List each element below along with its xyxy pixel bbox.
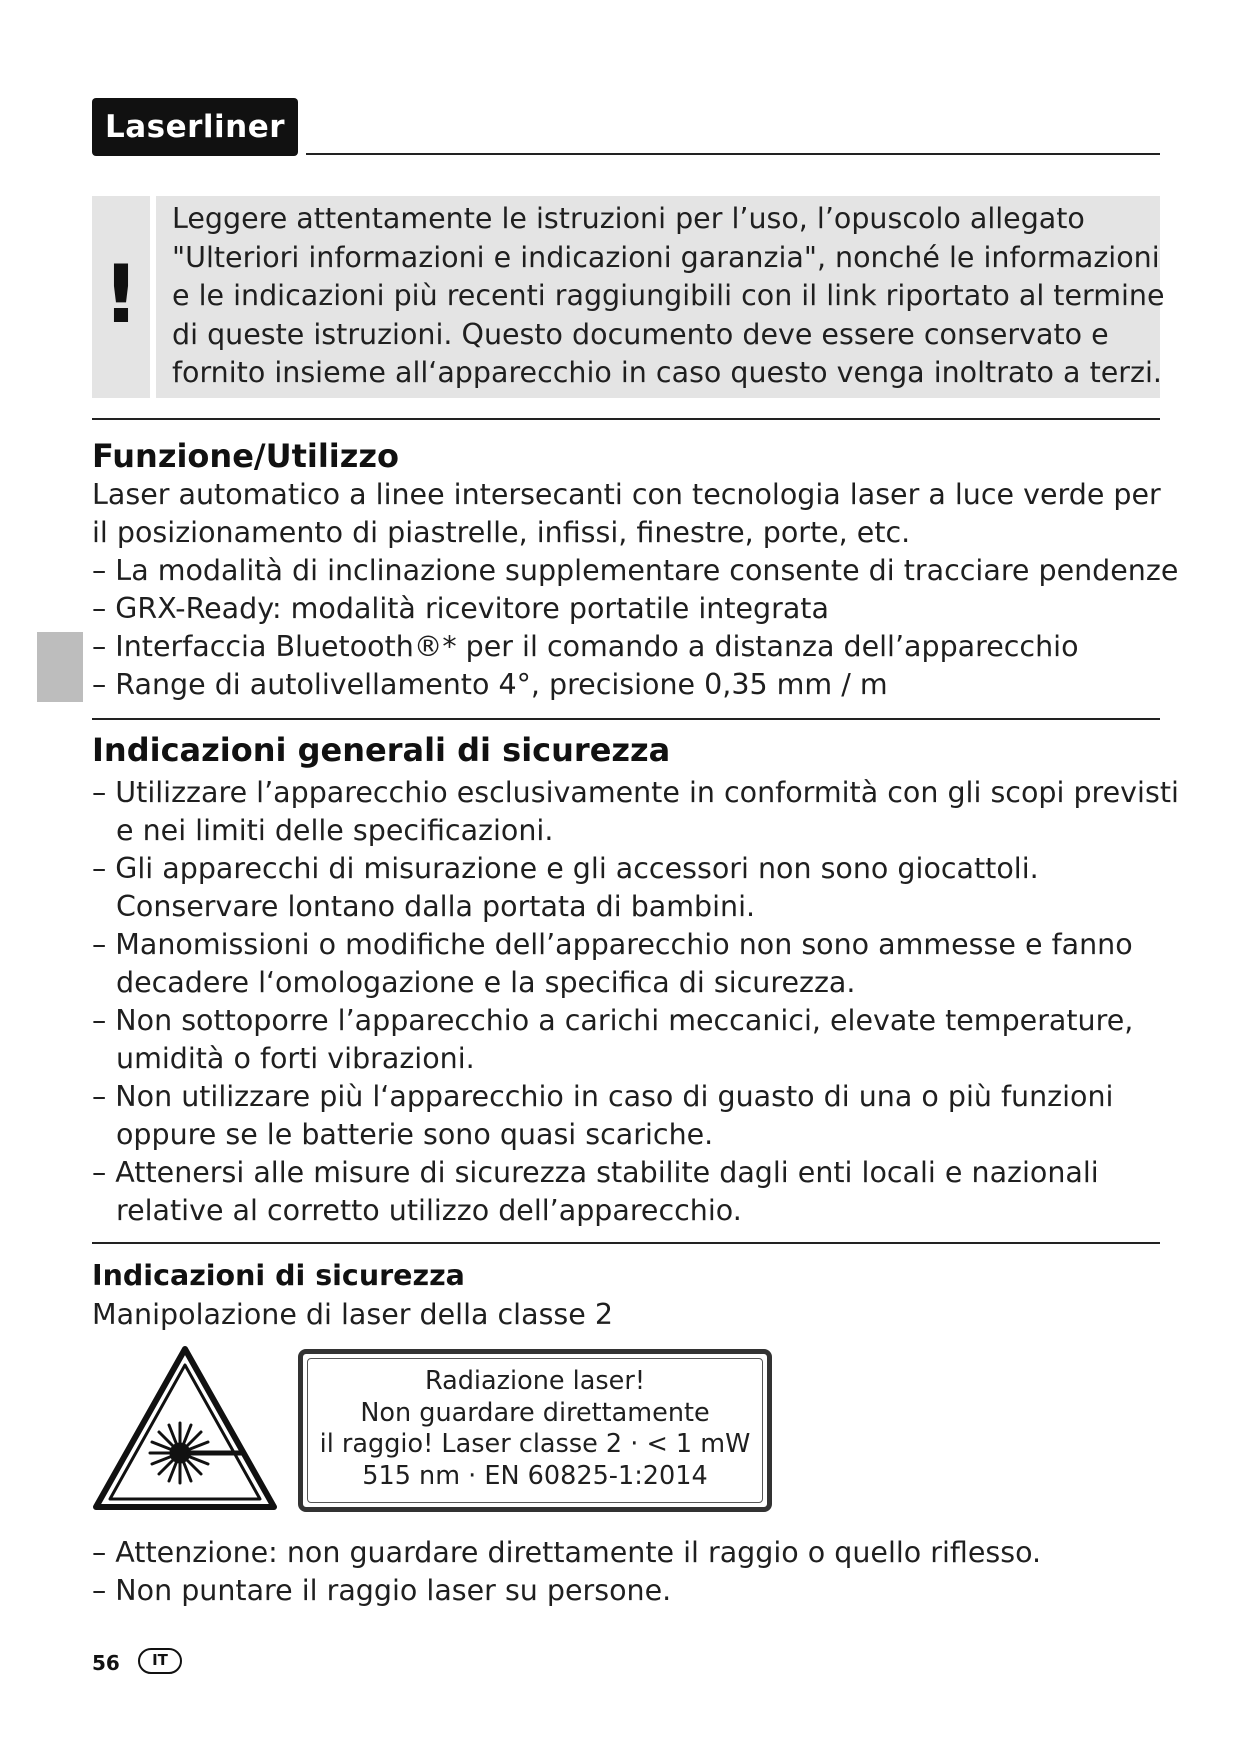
section-divider <box>92 718 1160 720</box>
notice-line: Leggere attentamente le istruzioni per l’uso, l’opuscolo allegato <box>172 202 1085 235</box>
list-item: – Attenersi alle misure di sicurezza stabilite dagli enti locali e nazionali <box>92 1156 1099 1189</box>
safety-list <box>92 1534 1041 1610</box>
safety-title: Indicazioni di sicurezza <box>92 1259 465 1292</box>
laser-warning-triangle-icon <box>92 1345 278 1513</box>
label-inner-border <box>307 1358 763 1503</box>
notice-line: e le indicazioni più recenti raggiungibili con il link riportato al termine <box>172 279 1165 312</box>
list-item-continuation: relative al corretto utilizzo dell’apparecchio. <box>116 1194 742 1227</box>
list-item: – Gli apparecchi di misurazione e gli accessori non sono giocattoli. <box>92 852 1039 885</box>
list-item-continuation: decadere l‘omologazione e la specifica di sicurezza. <box>116 966 856 999</box>
list-item-continuation: umidità o forti vibrazioni. <box>116 1042 475 1075</box>
notice-line: "Ulteriori informazioni e indicazioni garanzia", nonché le informazioni <box>172 240 1160 274</box>
list-item: – Non sottoporre l’apparecchio a carichi meccanici, elevate temperature, <box>92 1004 1134 1037</box>
list-item: – Utilizzare l’apparecchio esclusivamente in conformità con gli scopi previsti <box>92 776 1179 809</box>
list-item: – Manomissioni o modifiche dell’apparecchio non sono ammesse e fanno <box>92 928 1133 961</box>
list-item: – Interfaccia Bluetooth®* per il comando a distanza dell’apparecchio <box>92 630 1079 663</box>
label-line: Radiazione laser! <box>424 1366 646 1396</box>
page-number: 56 <box>92 1651 120 1675</box>
brand-logo: Laserliner <box>92 98 298 156</box>
notice-line: fornito insieme all‘apparecchio in caso questo venga inoltrato a terzi. <box>172 356 1162 389</box>
label-line: 515 nm · EN 60825-1:2014 <box>362 1460 708 1491</box>
laser-warning-label <box>298 1349 772 1512</box>
section-divider <box>92 418 1160 420</box>
list-item: – Non puntare il raggio laser su persone. <box>92 1574 672 1607</box>
list-item: – Range di autolivellamento 4°, precisione 0,35 mm / m <box>92 668 888 701</box>
safety-subtitle: Manipolazione di laser della classe 2 <box>92 1298 613 1331</box>
exclamation-icon: ! <box>102 248 140 341</box>
list-item-continuation: Conservare lontano dalla portata di bambini. <box>116 890 756 923</box>
list-item-continuation: oppure se le batterie sono quasi scariche. <box>116 1118 714 1151</box>
label-line: Non guardare direttamente <box>360 1397 710 1428</box>
notice-line: di queste istruzioni. Questo documento deve essere conservato e <box>172 317 1109 351</box>
function-list <box>92 552 1178 704</box>
function-intro-line: il posizionamento di piastrelle, infissi, finestre, porte, etc. <box>92 516 911 549</box>
section-divider <box>92 1242 1160 1244</box>
header-divider <box>306 153 1160 155</box>
list-item: – Attenzione: non guardare direttamente il raggio o quello riflesso. <box>92 1536 1042 1569</box>
list-item: – Non utilizzare più l‘apparecchio in caso di guasto di una o più funzioni <box>92 1080 1114 1113</box>
function-section-title: Funzione/Utilizzo <box>92 437 399 475</box>
function-intro-line: Laser automatico a linee intersecanti con tecnologia laser a luce verde per <box>92 478 1161 511</box>
list-item: – GRX-Ready: modalità ricevitore portatile integrata <box>92 592 829 625</box>
general-safety-list <box>92 774 1179 1230</box>
list-item-continuation: e nei limiti delle specificazioni. <box>116 814 554 847</box>
chapter-tab-marker <box>37 632 83 702</box>
list-item: – La modalità di inclinazione supplementare consente di tracciare pendenze <box>92 554 1179 587</box>
general-safety-title: Indicazioni generali di sicurezza <box>92 731 671 769</box>
label-line: il raggio! Laser classe 2 · < 1 mW <box>319 1429 751 1459</box>
language-badge: IT <box>138 1648 182 1674</box>
notice-text <box>172 200 1165 393</box>
